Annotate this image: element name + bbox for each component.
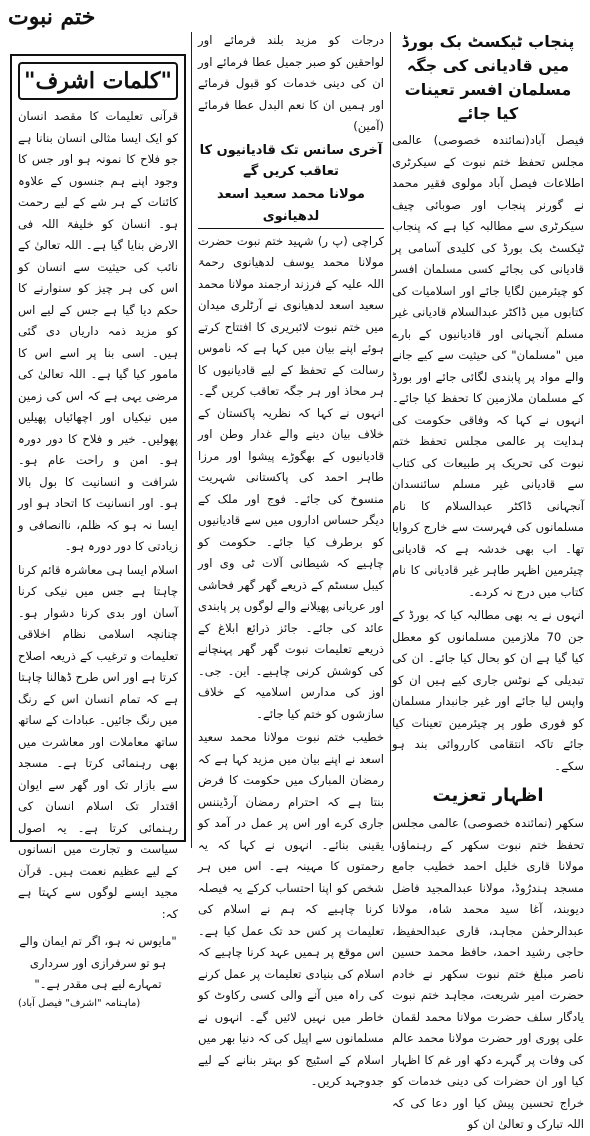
condolence-title: اظہار تعزیت (432, 785, 544, 806)
byline: مولانا محمد سعید اسعد لدھیانوی (198, 184, 384, 229)
article-paragraph: خطیب ختم نبوت مولانا محمد سعید اسعد نے اپنے بیان میں مزید کہا ہے کہ رمضان المبارک میں حکومت کا فرض بنتا ہے کہ احترام رمضان آرڈیننس جاری کرے اور اس پر عمل در آمد کو یقینی بنائے۔ انہوں نے کہا کہ یہ رحمتوں کا مہینہ ہے۔ اس میں ہر شخص کو اپنا احتساب کرکے یہ فیصلہ کرنا چاہیے کہ ہم نے اسلام کی تعلیمات پر کس حد تک عمل کیا ہے۔ اس موقع پر ہمیں عہد کرنا چاہیے کہ اسلام کی بنیادی تعلیمات پر عمل کرنے کی راہ میں آنے والی کسی رکاوٹ کو خاطر میں نہیں لائیں گے۔ انہوں نے مسلمانوں سے اپیل کی کہ دنیا بھر میں اسلام کے اسٹیج کو بہتر بنانے کے لیے جدوجہد کریں۔ (198, 730, 384, 1088)
box-paragraph: قرآنی تعلیمات کا مقصد انسان کو ایک ایسا مثالی انسان بنانا ہے جو فلاح کا نمونہ ہو اور جس کا وجود اپنے ہم جنسوں کے علاوہ کائنات کے ہر شے کے لیے رحمت ہو۔ انسان کو خلیفۃ اللہ فی الارض بنایا گیا ہے۔ اللہ تعالیٰ کے نائب کی حیثیت سے انسان کو اس کی ہر چیز کو سنوارنے کا حکم دیا گیا ہے جس کے لیے اس کو مزید ذمہ داریاں دی گئی ہیں۔ اسی بنا پر اسے اس کا مامور کیا گیا ہے۔ اللہ تعالیٰ کی مرضی یہی ہے کہ اس کی زمین میں نیکیاں اور اچھائیاں پھیلیں پھولیں۔ خیر و فلاح کا دور دورہ ہو۔ امن و راحت عام ہو۔ شرافت و انسانیت کا بول بالا ہو۔ اور انسانیت کا اتحاد ہو اور ایسا نہ ہو کہ ظلم، ناانصافی و زیادتی کا دور دورہ ہو۔ (18, 109, 178, 553)
box-title: "کلمات اشرف" (18, 62, 178, 100)
masthead: ختم نبوت (8, 4, 96, 30)
box-paragraph: اسلام ایسا ہی معاشرہ قائم کرنا چاہتا ہے جس میں نیکی کرنا آسان اور بدی کرنا دشوار ہو۔ چنانچہ اسلامی نظام اخلاقی تعلیمات و ترغیب کے ذریعہ اصلاح کرتا ہے اور اس طرح ڈھالنا چاہتا ہے کہ تمام انسان اس کے رنگ میں رنگ جائیں۔ عبادات کے ساتھ ساتھ معاملات اور معاشرت میں بھی رہنمائی کرتا ہے۔ مسجد سے بازار تک اور گھر سے ایوان اقتدار تک اسلام انسان کی رہنمائی کرتا ہے۔ یہ اصول سیاست و تجارت میں انسانوں کے لیے عظیم نعمت ہیں۔ قرآن مجید ایسے لوگوں سے کہتا ہے کہ: (18, 562, 178, 921)
article-paragraph: فیصل آباد(نمائندہ خصوصی) عالمی مجلس تحفظ ختم نبوت کے سیکرٹری اطلاعات فیصل آباد مولوی فقیر محمد نے گورنر پنجاب اور صوبائی چیف سیکرٹری سے مطالبہ کیا ہے کہ پنجاب ٹیکسٹ بک بورڈ کی کلیدی آسامی پر قادیانی کی بجائے کسی مسلمان افسر کو چیئرمین لگایا جائے اور اسلامیات کی کتابوں میں ڈاکٹر عبدالسلام قادیانی غیر مسلم آنجہانی اور قادیانیوں کے بارے میں "مسلمان" کی حیثیت سے کیے جانے والے مواد پر پابندی لگائی جائے اور بورڈ کے مسلمان ملازمین کا تحفظ کیا جائے۔ انہوں نے کہا کہ وفاقی حکومت کی ہدایت پر عالمی مجلس تحفظ ختم نبوت کی تحریک پر طبیعات کی کتاب سے قادیانی غیر مسلم سائنسدان آنجہانی ڈاکٹر عبدالسلام کا نام مسلمانوں کی فہرست سے خارج کروایا تھا۔ اب بھی خدشہ ہے کہ قادیانی چیئرمین اظہر طاہر غیر قادیانی کا نام کتاب میں درج نہ کردے۔ (392, 133, 584, 599)
column-divider (191, 32, 192, 848)
article-paragraph: انہوں نے یہ بھی مطالبہ کیا کہ بورڈ کے جن 70 ملازمین مسلمانوں کو معطل کیا گیا ہے ان کو بحال کیا جائے۔ ان کی تبدیلی کے نوٹس جاری کیے ہیں ان کو واپس لیا جائے اور غیر جانبدار مسلمان کو فوری طور پر چیئرمین تعینات کیا جائے تاکہ انتقامی کارروائی بند ہو سکے۔ (392, 608, 584, 773)
right-column (392, 30, 584, 1131)
article-paragraph: کراچی (پ ر) شہید ختم نبوت حضرت مولانا محمد یوسف لدھیانوی رحمۃ اللہ علیہ کے فرزند ارجمند مولانا محمد سعید اسعد لدھیانوی نے آرٹلری میدان میں ختم نبوت لائبریری کا افتتاح کرتے ہوئے اپنے بیان میں کہا ہے کہ ناموس رسالت کے تحفظ کے لیے قادیانیوں کا ہر محاذ اور ہر جگہ تعاقب کریں گے۔ انہوں نے کہا کہ نظریہ پاکستان کے خلاف بیان دینے والے غدار وطن اور قادیانیوں کے بھگوڑے پیشوا اور مرزا طاہر احمد کی پاکستانی شہریت منسوخ کی جائے۔ فوج اور ملک کے دیگر حساس اداروں میں سے قادیانیوں کو برطرف کیا جائے۔ حکومت کو چاہیے کہ شیطانی آلات ٹی وی اور کیبل سسٹم کے ذریعے گھر گھر فحاشی اور عریانی پھیلانے والے لوگوں پر پابندی عائد کی جائے۔ جائز ذرائع ابلاغ کے ذریعے تعلیمات نبوت گھر گھر پہنچانے کی کوشش کرنی چاہیے۔ این۔ جی۔ اوز کی مدارس اسلامیہ کے خلاف سازشوں کو ختم کیا جائے۔ (198, 233, 384, 721)
continued-paragraph: درجات کو مزید بلند فرمائے اور لواحقین کو صبر جمیل عطا فرمائے اور ان کی دینی خدمات کو قبول فرمائے اور ہمیں ان کا نعم البدل عطا فرمائے (آمین) (198, 33, 384, 133)
textbook-board-headline: پنجاب ٹیکسٹ بک بورڈ میں قادیانی کی جگہ مسلمان افسر تعینات کیا جائے (401, 32, 575, 123)
quran-quote: "مایوس نہ ہو، اگر تم ایمان والے ہو تو سرفرازی اور سرداری تمہارے لیے ہی مقدر ہے۔" (19, 934, 177, 991)
qadiani-pursuit-headline: آخری سانس تک قادیانیوں کا تعاقب کریں گے (199, 142, 383, 179)
source-citation: (ماہنامہ "اشرف" فیصل آباد) (18, 997, 141, 1009)
middle-column (198, 30, 384, 1088)
condolence-paragraph: سکھر (نمائندہ خصوصی) عالمی مجلس تحفظ ختم نبوت سکھر کے رہنماؤں مولانا قاری خلیل احمد خطیب جامع مسجد ہندرُوڈ، مولانا عبدالمجید فاضل دیوبند، آغا سید محمد شاہ، مولانا عبدالرحمٰن مجاہد، قاری عبدالحفیظ، حاجی رشید احمد، حافظ محمد حسین ناصر مبلغ ختم نبوت سکھر نے خادم حضرت امیر شریعت، مجاہد ختم نبوت یادگار سلف حضرت مولانا محمد لقمان علی پوری اور حضرت مولانا محمد عالم کی وفات پر گہرے دکھ اور غم کا اظہار کیا اور ان حضرات کی دینی خدمات کو خراج تحسین پیش کیا اور دعا کی کہ اللہ تبارک و تعالیٰ ان کو (392, 816, 584, 1131)
column-divider (390, 32, 391, 848)
kalimat-ashraf-box (10, 54, 186, 1009)
